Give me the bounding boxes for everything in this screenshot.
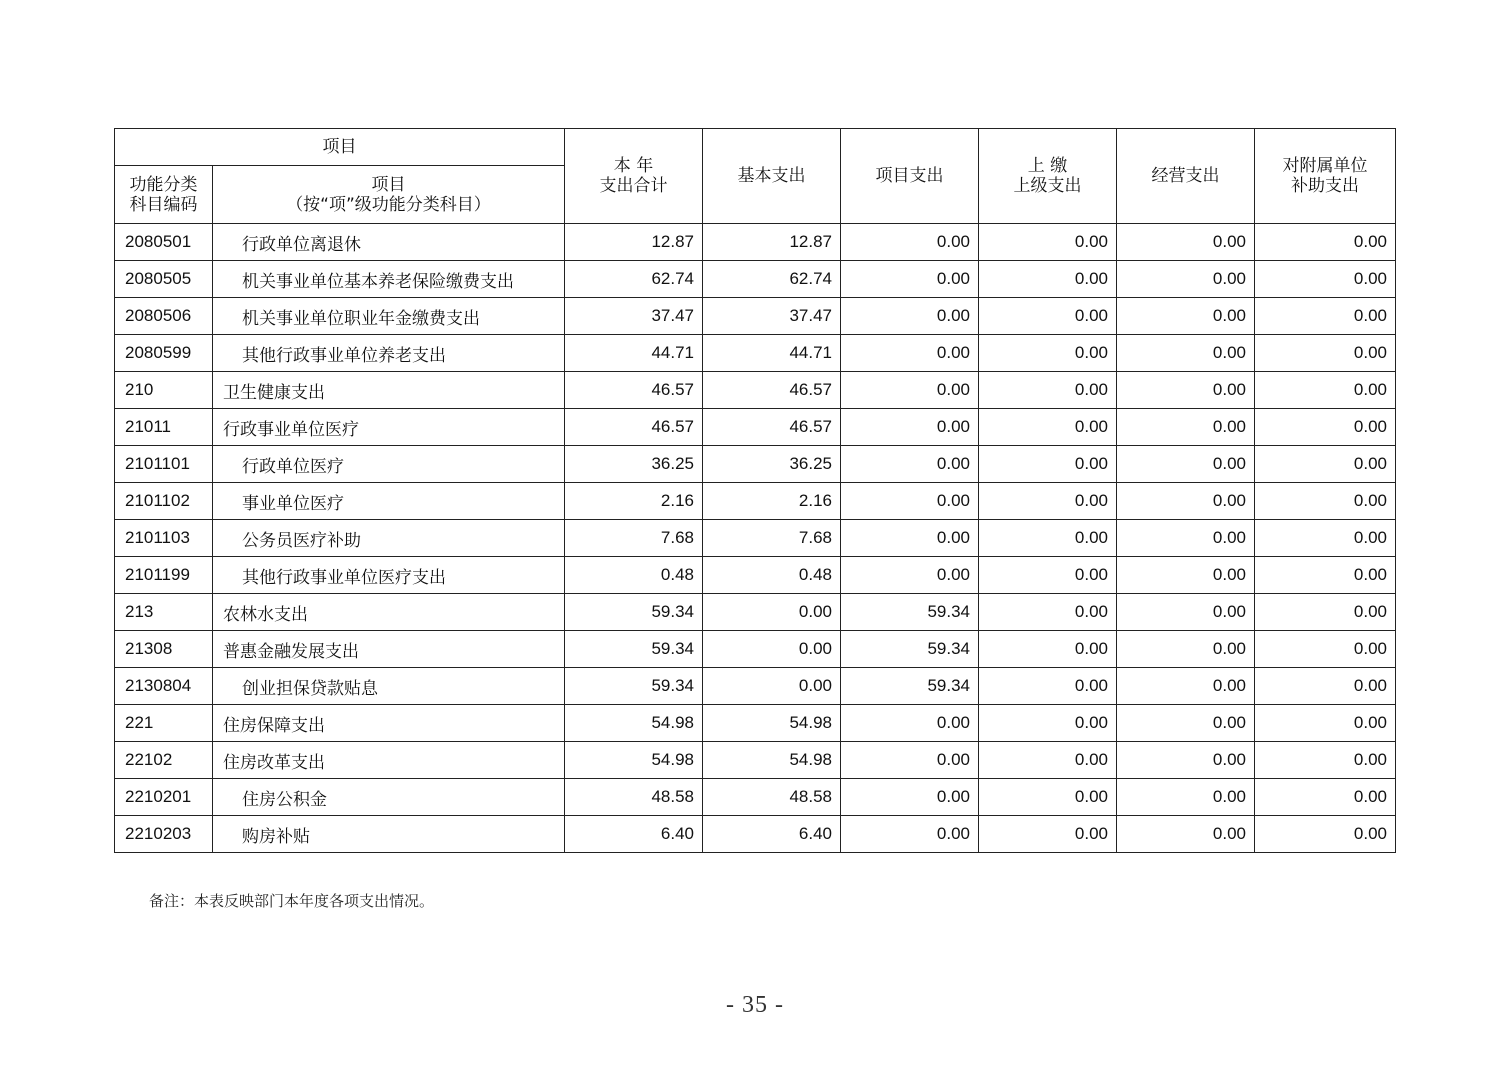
cell-project: 0.00 <box>841 446 979 483</box>
cell-upper: 0.00 <box>979 261 1117 298</box>
cell-name: 购房补贴 <box>213 816 565 853</box>
cell-business: 0.00 <box>1117 557 1255 594</box>
cell-total: 46.57 <box>565 372 703 409</box>
cell-basic: 46.57 <box>703 372 841 409</box>
cell-name: 其他行政事业单位医疗支出 <box>213 557 565 594</box>
cell-upper: 0.00 <box>979 372 1117 409</box>
table-row <box>115 816 1396 853</box>
cell-upper: 0.00 <box>979 779 1117 816</box>
cell-name: 公务员医疗补助 <box>213 520 565 557</box>
cell-code: 21011 <box>115 409 213 446</box>
cell-total: 62.74 <box>565 261 703 298</box>
cell-code: 2101102 <box>115 483 213 520</box>
cell-basic: 7.68 <box>703 520 841 557</box>
cell-upper: 0.00 <box>979 705 1117 742</box>
cell-project: 0.00 <box>841 335 979 372</box>
cell-code: 2130804 <box>115 668 213 705</box>
cell-project: 0.00 <box>841 224 979 261</box>
cell-business: 0.00 <box>1117 298 1255 335</box>
cell-upper: 0.00 <box>979 557 1117 594</box>
header-subsidy-line2: 补助支出 <box>1291 176 1359 196</box>
cell-name: 住房保障支出 <box>213 705 565 742</box>
cell-subsidy: 0.00 <box>1255 446 1396 483</box>
cell-project: 0.00 <box>841 742 979 779</box>
cell-name: 事业单位医疗 <box>213 483 565 520</box>
table-note: 备注：本表反映部门本年度各项支出情况。 <box>149 892 435 910</box>
cell-project: 0.00 <box>841 557 979 594</box>
cell-business: 0.00 <box>1117 483 1255 520</box>
cell-business: 0.00 <box>1117 631 1255 668</box>
cell-basic: 0.48 <box>703 557 841 594</box>
cell-upper: 0.00 <box>979 446 1117 483</box>
cell-name: 机关事业单位基本养老保险缴费支出 <box>213 261 565 298</box>
cell-code: 210 <box>115 372 213 409</box>
cell-project: 0.00 <box>841 816 979 853</box>
cell-name: 农林水支出 <box>213 594 565 631</box>
table-row <box>115 742 1396 779</box>
cell-upper: 0.00 <box>979 594 1117 631</box>
page-number: - 35 - <box>726 992 784 1018</box>
cell-name: 住房改革支出 <box>213 742 565 779</box>
cell-business: 0.00 <box>1117 335 1255 372</box>
cell-upper: 0.00 <box>979 742 1117 779</box>
table-header <box>115 129 1396 224</box>
table-row <box>115 335 1396 372</box>
cell-basic: 37.47 <box>703 298 841 335</box>
cell-business: 0.00 <box>1117 779 1255 816</box>
cell-business: 0.00 <box>1117 742 1255 779</box>
cell-code: 2101199 <box>115 557 213 594</box>
cell-subsidy: 0.00 <box>1255 261 1396 298</box>
cell-business: 0.00 <box>1117 409 1255 446</box>
cell-subsidy: 0.00 <box>1255 705 1396 742</box>
cell-business: 0.00 <box>1117 372 1255 409</box>
cell-total: 59.34 <box>565 594 703 631</box>
header-name-line2: （按“项”级功能分类科目） <box>286 194 491 215</box>
cell-basic: 54.98 <box>703 742 841 779</box>
cell-subsidy: 0.00 <box>1255 594 1396 631</box>
cell-upper: 0.00 <box>979 631 1117 668</box>
table-row <box>115 446 1396 483</box>
cell-subsidy: 0.00 <box>1255 816 1396 853</box>
cell-business: 0.00 <box>1117 261 1255 298</box>
cell-subsidy: 0.00 <box>1255 483 1396 520</box>
cell-subsidy: 0.00 <box>1255 335 1396 372</box>
cell-business: 0.00 <box>1117 705 1255 742</box>
cell-subsidy: 0.00 <box>1255 224 1396 261</box>
cell-project: 0.00 <box>841 483 979 520</box>
table-row <box>115 298 1396 335</box>
cell-basic: 54.98 <box>703 705 841 742</box>
header-project: 项目 <box>115 129 565 166</box>
cell-project: 0.00 <box>841 520 979 557</box>
cell-subsidy: 0.00 <box>1255 557 1396 594</box>
cell-subsidy: 0.00 <box>1255 372 1396 409</box>
cell-code: 2080506 <box>115 298 213 335</box>
cell-total: 59.34 <box>565 668 703 705</box>
table-row <box>115 705 1396 742</box>
cell-basic: 0.00 <box>703 668 841 705</box>
cell-basic: 62.74 <box>703 261 841 298</box>
cell-total: 46.57 <box>565 409 703 446</box>
table-row <box>115 520 1396 557</box>
cell-basic: 48.58 <box>703 779 841 816</box>
cell-total: 7.68 <box>565 520 703 557</box>
cell-total: 0.48 <box>565 557 703 594</box>
cell-subsidy: 0.00 <box>1255 298 1396 335</box>
header-upper-line1: 上 缴 <box>1027 156 1068 176</box>
expenditure-table <box>114 128 1396 853</box>
cell-code: 21308 <box>115 631 213 668</box>
cell-total: 44.71 <box>565 335 703 372</box>
cell-subsidy: 0.00 <box>1255 520 1396 557</box>
cell-business: 0.00 <box>1117 668 1255 705</box>
cell-project: 59.34 <box>841 594 979 631</box>
cell-basic: 0.00 <box>703 631 841 668</box>
cell-upper: 0.00 <box>979 224 1117 261</box>
cell-name: 住房公积金 <box>213 779 565 816</box>
table-row <box>115 483 1396 520</box>
cell-subsidy: 0.00 <box>1255 779 1396 816</box>
cell-name: 普惠金融发展支出 <box>213 631 565 668</box>
cell-project: 0.00 <box>841 261 979 298</box>
cell-business: 0.00 <box>1117 520 1255 557</box>
cell-total: 37.47 <box>565 298 703 335</box>
cell-subsidy: 0.00 <box>1255 409 1396 446</box>
cell-project: 0.00 <box>841 298 979 335</box>
cell-basic: 12.87 <box>703 224 841 261</box>
table-row <box>115 557 1396 594</box>
header-upper <box>979 129 1117 224</box>
table-row <box>115 594 1396 631</box>
header-basic: 基本支出 <box>703 129 841 224</box>
cell-code: 2080505 <box>115 261 213 298</box>
header-subsidy-line1: 对附属单位 <box>1282 156 1368 176</box>
cell-total: 48.58 <box>565 779 703 816</box>
cell-upper: 0.00 <box>979 520 1117 557</box>
cell-code: 221 <box>115 705 213 742</box>
cell-subsidy: 0.00 <box>1255 631 1396 668</box>
table-row <box>115 631 1396 668</box>
cell-business: 0.00 <box>1117 816 1255 853</box>
header-code <box>115 166 213 224</box>
header-project-expenditure: 项目支出 <box>841 129 979 224</box>
cell-name: 卫生健康支出 <box>213 372 565 409</box>
cell-business: 0.00 <box>1117 446 1255 483</box>
cell-code: 2210203 <box>115 816 213 853</box>
cell-code: 2210201 <box>115 779 213 816</box>
cell-upper: 0.00 <box>979 409 1117 446</box>
cell-code: 2080501 <box>115 224 213 261</box>
cell-total: 6.40 <box>565 816 703 853</box>
cell-code: 2101103 <box>115 520 213 557</box>
cell-business: 0.00 <box>1117 594 1255 631</box>
cell-subsidy: 0.00 <box>1255 668 1396 705</box>
cell-basic: 44.71 <box>703 335 841 372</box>
cell-upper: 0.00 <box>979 483 1117 520</box>
cell-total: 59.34 <box>565 631 703 668</box>
cell-business: 0.00 <box>1117 224 1255 261</box>
cell-total: 54.98 <box>565 742 703 779</box>
table-row <box>115 409 1396 446</box>
cell-project: 59.34 <box>841 668 979 705</box>
table-row <box>115 224 1396 261</box>
header-name <box>213 166 565 224</box>
cell-subsidy: 0.00 <box>1255 742 1396 779</box>
table-body <box>115 224 1396 853</box>
table-row <box>115 261 1396 298</box>
cell-basic: 46.57 <box>703 409 841 446</box>
cell-total: 2.16 <box>565 483 703 520</box>
cell-code: 22102 <box>115 742 213 779</box>
header-total-line1: 本 年 <box>613 156 654 176</box>
cell-project: 59.34 <box>841 631 979 668</box>
cell-upper: 0.00 <box>979 816 1117 853</box>
cell-code: 2080599 <box>115 335 213 372</box>
cell-upper: 0.00 <box>979 298 1117 335</box>
header-total <box>565 129 703 224</box>
cell-name: 行政单位离退休 <box>213 224 565 261</box>
cell-project: 0.00 <box>841 779 979 816</box>
table-row <box>115 372 1396 409</box>
cell-name: 其他行政事业单位养老支出 <box>213 335 565 372</box>
cell-total: 12.87 <box>565 224 703 261</box>
cell-basic: 2.16 <box>703 483 841 520</box>
cell-basic: 6.40 <box>703 816 841 853</box>
cell-upper: 0.00 <box>979 668 1117 705</box>
cell-project: 0.00 <box>841 409 979 446</box>
cell-total: 54.98 <box>565 705 703 742</box>
cell-name: 创业担保贷款贴息 <box>213 668 565 705</box>
header-upper-line2: 上级支出 <box>1013 176 1082 196</box>
header-business: 经营支出 <box>1117 129 1255 224</box>
cell-basic: 0.00 <box>703 594 841 631</box>
table-row <box>115 668 1396 705</box>
cell-name: 机关事业单位职业年金缴费支出 <box>213 298 565 335</box>
cell-project: 0.00 <box>841 705 979 742</box>
cell-name: 行政单位医疗 <box>213 446 565 483</box>
header-name-line1: 项目 <box>371 174 406 195</box>
table-row <box>115 779 1396 816</box>
expenditure-table-container <box>114 128 1395 853</box>
cell-name: 行政事业单位医疗 <box>213 409 565 446</box>
header-subsidy <box>1255 129 1396 224</box>
cell-basic: 36.25 <box>703 446 841 483</box>
header-code-line2: 科目编码 <box>129 194 198 215</box>
header-code-line1: 功能分类 <box>129 174 198 195</box>
cell-code: 2101101 <box>115 446 213 483</box>
cell-code: 213 <box>115 594 213 631</box>
cell-total: 36.25 <box>565 446 703 483</box>
header-total-line2: 支出合计 <box>599 176 668 196</box>
cell-project: 0.00 <box>841 372 979 409</box>
cell-upper: 0.00 <box>979 335 1117 372</box>
